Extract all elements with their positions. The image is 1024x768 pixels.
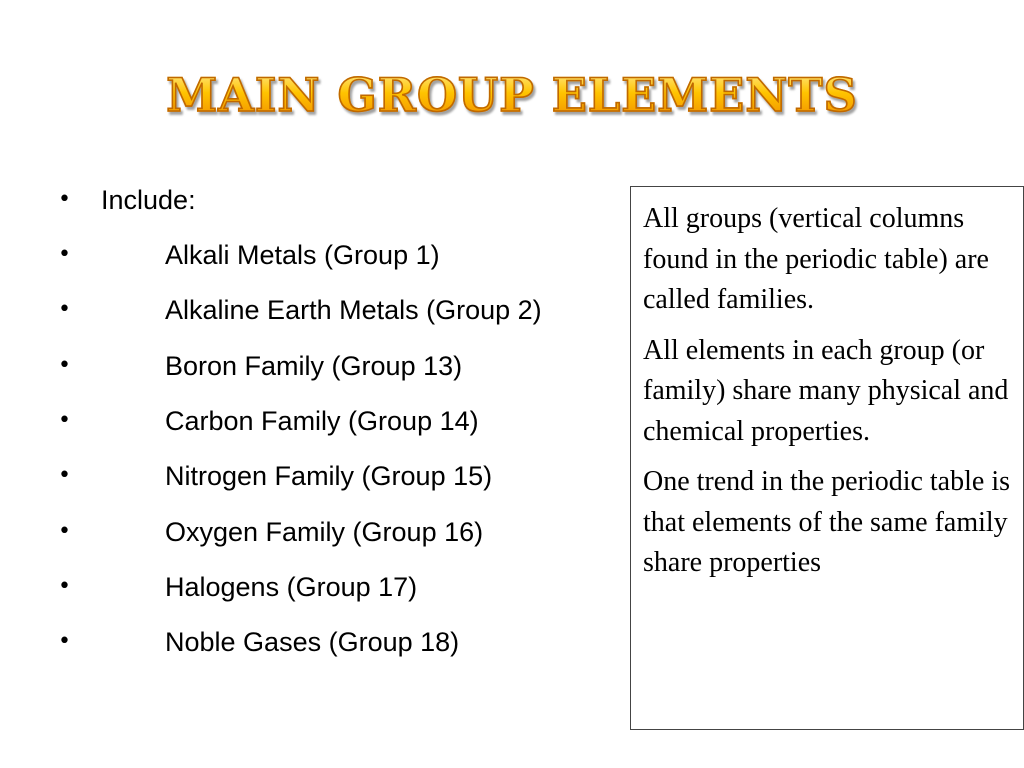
title-container (0, 68, 1024, 122)
info-paragraph-properties: All elements in each group (or family) share many physical and chemical properties. (643, 334, 1009, 447)
list-item-text: Noble Gases (Group 18) (165, 627, 460, 657)
list-item-text: Boron Family (Group 13) (165, 351, 463, 381)
info-paragraph-families: All groups (vertical columns found in the periodic table) are called families. (643, 203, 989, 315)
info-paragraph-trend: One trend in the periodic table is that elements of the same family share properties (643, 466, 1010, 578)
bullet-icon: • (58, 463, 71, 488)
list-item-text: Halogens (Group 17) (165, 572, 418, 602)
bullet-icon: • (58, 629, 71, 654)
list-item-text: Oxygen Family (Group 16) (165, 517, 484, 547)
bullet-icon: • (58, 353, 71, 378)
list-item-text: Include: (101, 185, 196, 215)
slide-title: MAIN GROUP ELEMENTS (166, 68, 858, 122)
bullet-icon: • (58, 297, 71, 322)
bullet-icon: • (58, 242, 71, 267)
bullet-icon: • (58, 408, 71, 433)
bullet-icon: • (58, 187, 71, 212)
list-item-text: Carbon Family (Group 14) (165, 406, 479, 436)
list-item-text: Nitrogen Family (Group 15) (165, 461, 493, 491)
list-item-text: Alkali Metals (Group 1) (165, 240, 440, 270)
info-text-box (630, 186, 1024, 730)
bullet-icon: • (58, 519, 71, 544)
bullet-icon: • (58, 574, 71, 599)
list-item-text: Alkaline Earth Metals (Group 2) (165, 295, 542, 325)
